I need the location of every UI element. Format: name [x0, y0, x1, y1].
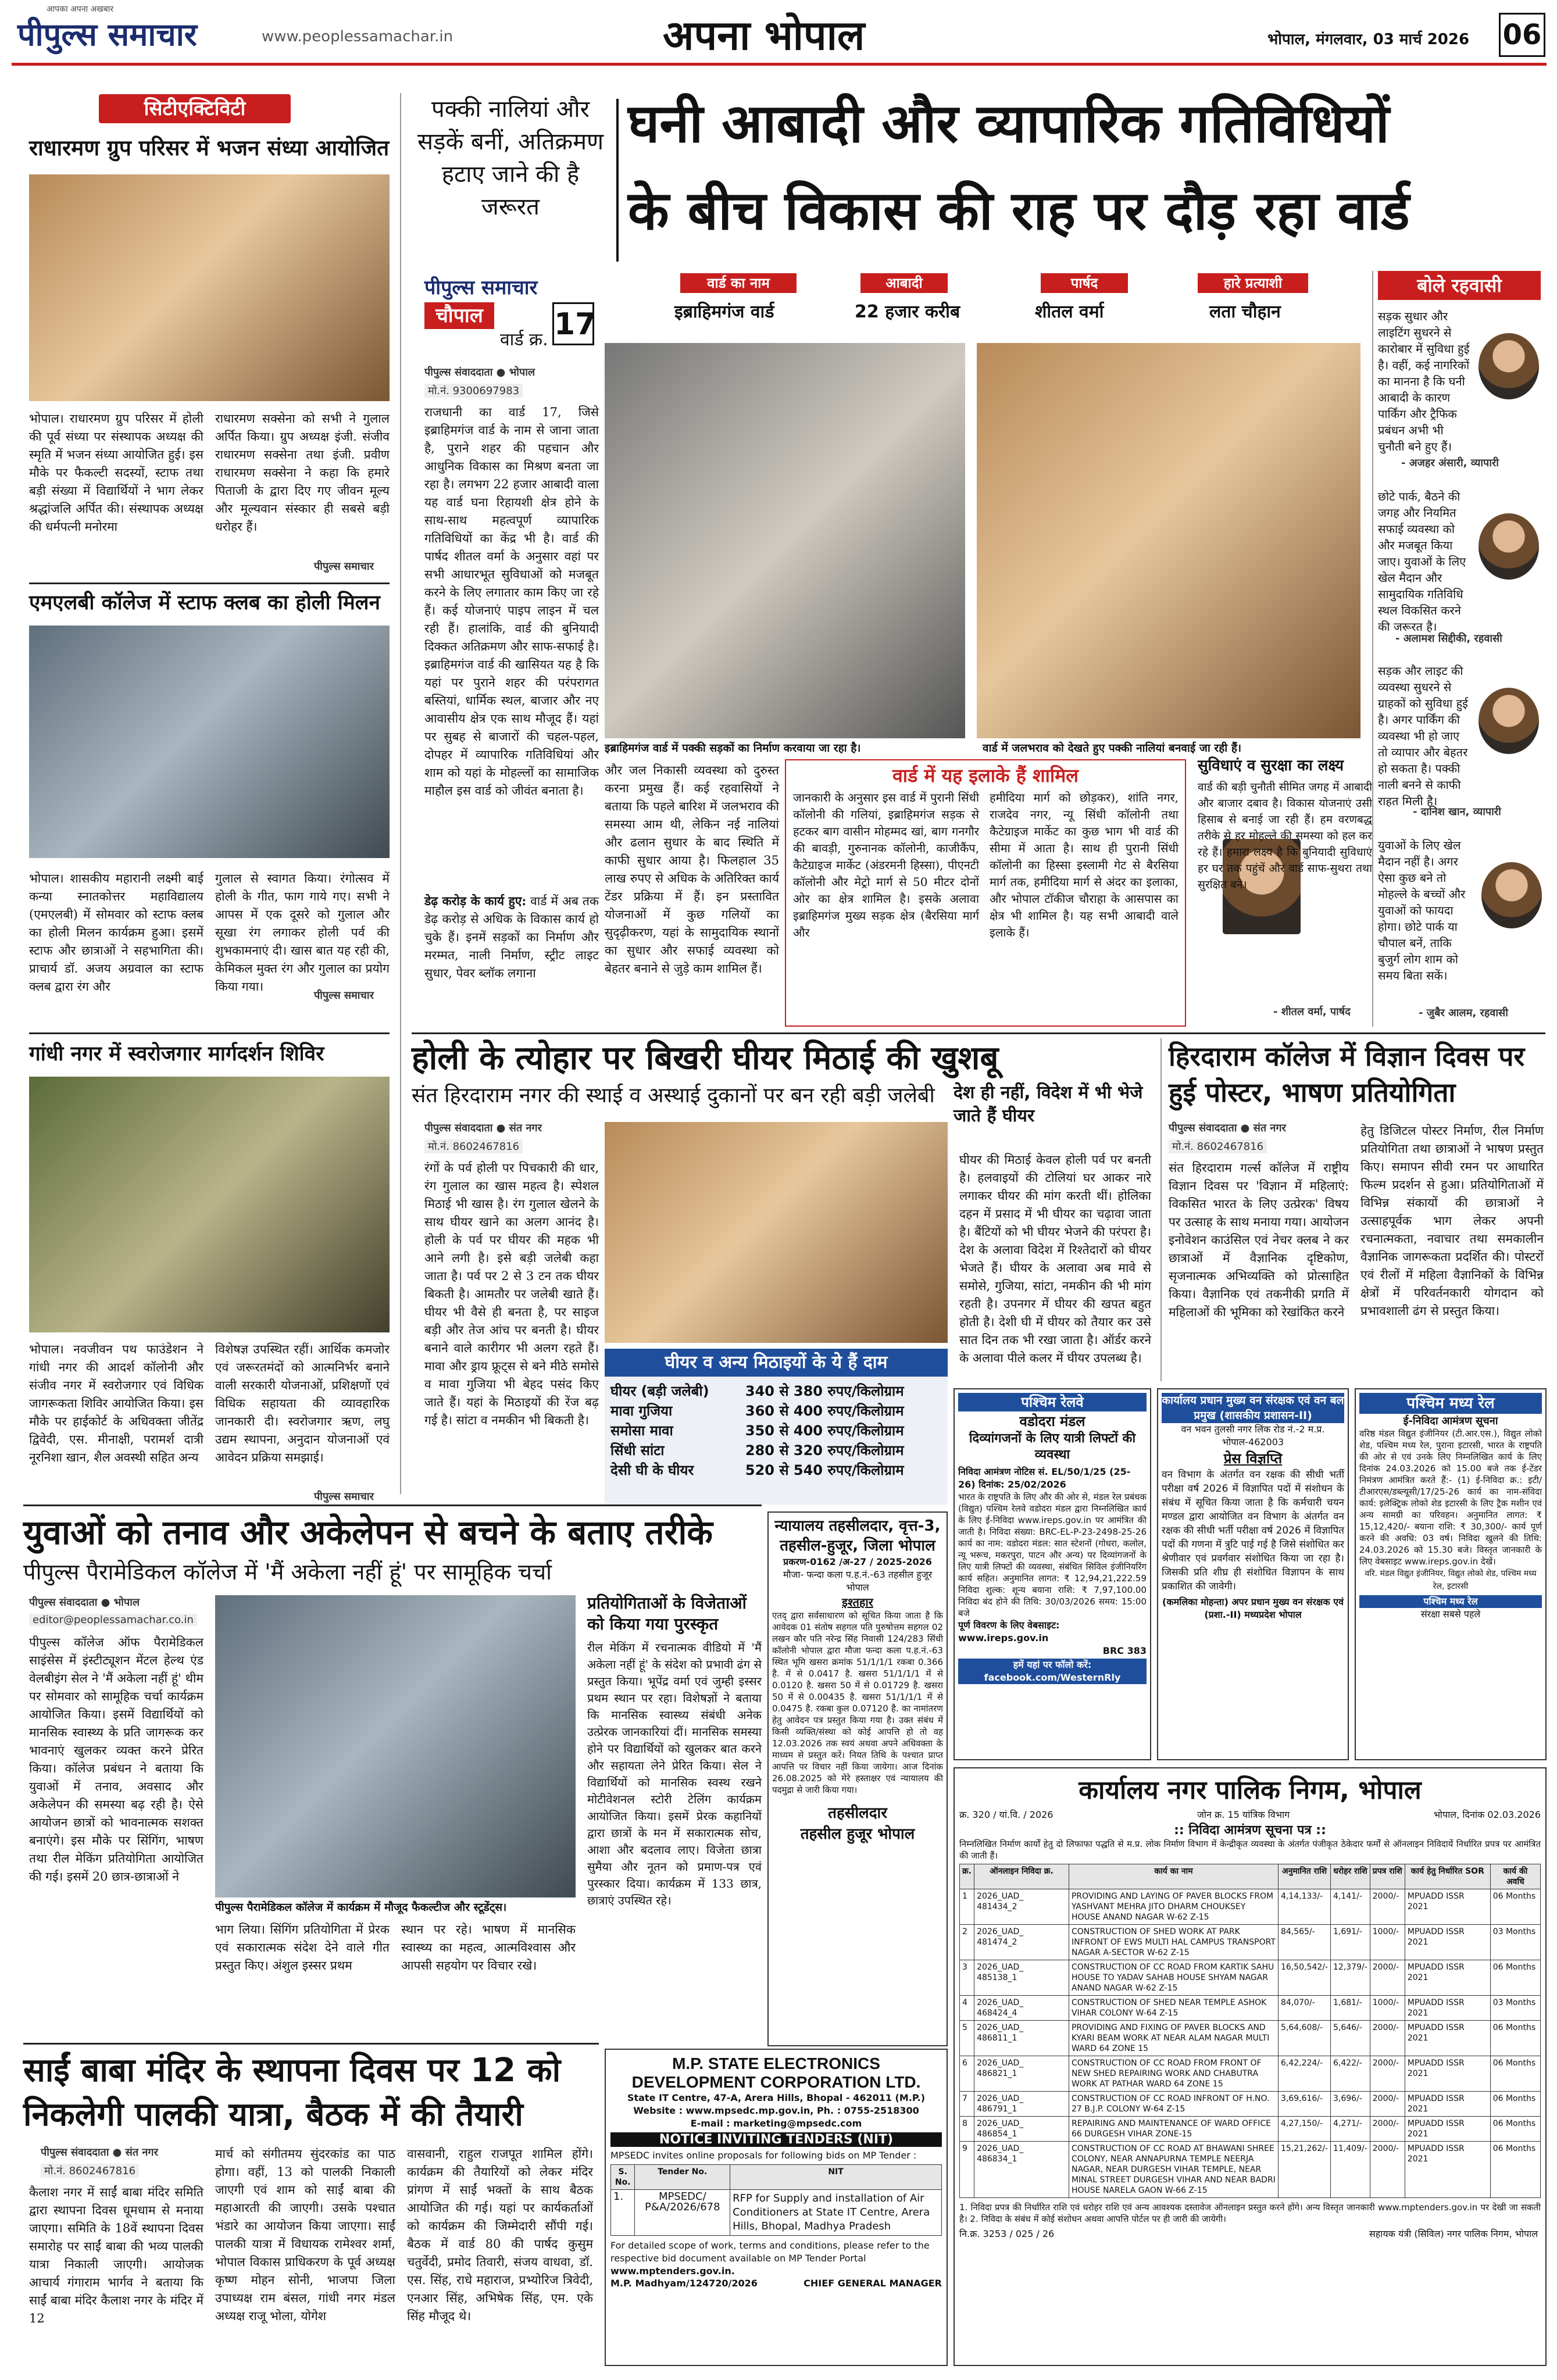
tender-cell: 16,50,542/- [1278, 1960, 1330, 1996]
tender-cell: 4,141/- [1331, 1889, 1370, 1925]
price-table [605, 1381, 948, 1480]
price-value: 280 से 320 रुपए/किलोग्राम [745, 1442, 904, 1459]
tender-cell: 11,409/- [1331, 2142, 1370, 2198]
wcm-body: वन विभाग के अंतर्गत वन रक्षक की सीधी भर्ती परीक्षा वर्ष 2026 में विज्ञापित पदों में संशोधन के संबंध में सूचित किया जाता है कि कर्मचारी चयन मण्डल द्वारा आयोजित वन विभाग के अंतर्गत वन रक्षक की सीधी भर्ती परीक्षा वर्ष 2026 में विज्ञापित पदों की गणना में त्रुटि पाई गई है जिसे संशोधित कर श्रेणीवार एवं प्रवर्गवार संशोधित किया जा रहा है। जिसकी प्रति शीघ्र ही संशोधित विज्ञापन के साथ प्रकाशित की जावेगी। [1162, 1469, 1344, 1592]
tender-cell: 2000/- [1370, 2092, 1405, 2117]
wcr-subtitle: ई-निविदा आमंत्रण सूचना [1403, 1415, 1498, 1427]
youth-subhead: पीपुल्स पैरामेडिकल कॉलेज में 'मैं अकेला नहीं हूं' पर सामूहिक चर्चा [23, 1559, 552, 1585]
wcm-heading: प्रेस विज्ञप्ति [1223, 1450, 1283, 1467]
tender-cell: 4,14,133/- [1278, 1889, 1330, 1925]
tender-row [960, 1960, 1541, 1996]
hirdaram-divider [1160, 1038, 1162, 1381]
price-title: घीयर व अन्य मिठाइयों के ये हैं दाम [605, 1349, 948, 1377]
tender-cell: 06 Months [1490, 2021, 1540, 2056]
tender-cell: 5 [960, 2021, 974, 2056]
masthead-logo: पीपुल्स समाचार [17, 16, 197, 53]
nagar-nigam-ref: क्र. 320 / यां.वि. / 2026 [959, 1809, 1054, 1820]
ward-photo1-caption: इब्राहिमगंज वार्ड में पक्की सड़कों का निर्माण करवाया जा रहा है। [605, 742, 861, 755]
ghewar-subhead: संत हिरदाराम नगर की स्थाई व अस्थाई दुकानों पर बन रही बड़ी जलेबी [412, 1084, 935, 1107]
ward-byline: पीपुल्स संवाददाता ● भोपाल [424, 366, 535, 378]
masthead-rule [12, 63, 1547, 66]
info-value-councillor: शीतल वर्मा [1035, 302, 1104, 322]
youth-byline: पीपुल्स संवाददाता ● भोपाल [29, 1596, 140, 1609]
rule-saibaba-top [23, 2043, 599, 2045]
tehsil-sign2: तहसील हुजूर भोपाल [800, 1825, 915, 1843]
tender-cell: 5,646/- [1331, 2021, 1370, 2056]
tehsil-case-sub: मौजा- फन्दा कला प.ह.नं.-63 तहसील हुजूर भोपाल [783, 1569, 933, 1593]
ghewar-side-head: देश ही नहीं, विदेश में भी भेजे जाते हैं घीयर [954, 1082, 1143, 1126]
tender-cell: 2000/- [1370, 2021, 1405, 2056]
ward-col2-heading: डेढ़ करोड़ के कार्य हुए: [424, 894, 527, 908]
tender-cell: 1000/- [1370, 1925, 1405, 1960]
saibaba-col1: कैलाश नगर में साईं बाबा मंदिर समिति द्वारा स्थापना दिवस धूमधाम से मनाया जाएगा। समिति के 18वें स्थापना दिवस समारोह पर साईं बाबा की भव्य पालकी यात्रा निकाली जाएगी। आयोजक आचार्य गंगाराम भार्गव ने बताया कि साईं बाबा मंदिर कैलाश नगर के मंदिर में 12 [29, 2185, 203, 2325]
hirdaram-col2: हेतु डिजिटल पोस्टर निर्माण, रील निर्माण प्रतियोगिता तथा छात्राओं ने भाषण प्रस्तुत किए। समापन सीवी रमन पर आधारित फिल्म प्रदर्शन से हुआ। प्रतियोगिताओं में विभिन्न संकायों की छात्राओं ने उत्साहपूर्वक भाग लेकर अपनी रचनात्मकता, नवाचार तथा समकालीन वैज्ञानिक जागरूकता प्रदर्शित की। पोस्टरों एवं रीलों में महिला वैज्ञानिकों के विभिन्न क्षेत्रों में परिवर्तनकारी योगदान को प्रभावशाली ढंग से प्रस्तुत किया। [1360, 1124, 1544, 1318]
tender-cell: MPUADD ISSR 2021 [1405, 2021, 1490, 2056]
tender-header: प्रपत्र राशि [1370, 1864, 1405, 1889]
railway-title3: दिव्यांगजनों के लिए यात्री लिफ्टों की व्यवस्था [969, 1431, 1136, 1462]
wcr-title: पश्चिम मध्य रेल [1359, 1393, 1542, 1414]
ghewar-byline: पीपुल्स संवाददाता ● संत नगर [424, 1122, 542, 1134]
nagar-nigam-code: नि.क्र. 3253 / 025 / 26 [959, 2228, 1055, 2239]
tender-row [960, 2142, 1541, 2198]
resident-3 [1378, 663, 1547, 826]
areas-left: जानकारी के अनुसार इस वार्ड में पुरानी सिंधी कॉलोनी की गलियां, इब्राहिमगंज सड़क से हटकर बाग वासीन मोहम्मद खां, बाग गनगौर की बावड़ी, गुरुनानक कॉलोनी, काजीकैंप, कैटेग्राइज मार्केट (अंडरमनी हिस्सा), पीएनटी कॉलोनी और मेट्रो मार्ग से 50 मीटर दोनों ओर का क्षेत्र शामिल है। इसके अलावा इब्राहिमगंज मुख्य सड़क क्षेत्र (बैरसिया मार्ग और [793, 791, 979, 939]
tender-cell: 12,379/- [1331, 1960, 1370, 1996]
youth-photo-caption: पीपुल्स पैरामेडिकल कॉलेज में कार्यक्रम में मौजूद फैकल्टीज और स्टूडेंट्स। [215, 1901, 507, 1914]
tender-cell: CONSTRUCTION OF CC ROAD INFRONT OF H.NO. 27 B.J.P. COLONY W-64 Z-15 [1069, 2092, 1278, 2117]
rule-story2 [29, 1032, 390, 1034]
tender-cell: 9 [960, 2142, 974, 2198]
ward-headline-1: घनी आबादी और व्यापारिक गतिविधियों [628, 92, 1390, 155]
tender-cell: 1,691/- [1331, 1925, 1370, 1960]
wcm-sign: (कमलिका मोहन्ता) अपर प्रधान मुख्य वन संरक्षक एवं (प्रशा.-II) मध्यप्रदेश भोपाल [1162, 1596, 1344, 1620]
wcm-title: कार्यालय प्रधान मुख्य वन संरक्षक एवं वन बल प्रमुख (शासकीय प्रशासन-II) [1162, 1394, 1344, 1422]
wcr-footer-sub: संरक्षा सबसे पहले [1420, 1609, 1481, 1620]
page-number: 06 [1499, 13, 1545, 57]
tender-cell: 2026_UAD_ 481434_2 [974, 1889, 1069, 1925]
tender-cell: REPAIRING AND MAINTENANCE OF WARD OFFICE 66 DURGESH VIHAR ZONE-15 [1069, 2117, 1278, 2142]
tender-cell: 4 [960, 1996, 974, 2021]
tender-cell: MPUADD ISSR 2021 [1405, 1925, 1490, 1960]
youth-side-text: रील मेकिंग में रचनात्मक वीडियो में 'मैं अकेला नहीं हूं' के संदेश को प्रभावी ढंग से प्रस्तुत किया। भूपेंद्र वर्मा एवं जुम्ही इस्सर प्रथम स्थान पर रहा। विशेषज्ञों ने बताया कि मानसिक स्वास्थ्य संबंधी अनेक उत्प्रेरक जानकारियां दीं। मानसिक समस्या होने पर विद्यार्थियों को खुलकर बात करने और सहायता लेने प्रेरित किया। सेल ने विद्यार्थियों को मानसिक स्वस्थ रखने मोटीवेशनल स्टोरी टेलिंग कार्यक्रम आयोजित किया। इसमें प्रेरक कहानियों द्वारा छात्रों के मन में सकारात्मक सोच, आशा और बदलाव लाए। विजेता छात्रा सुमैया और नूतन को प्रमाण-पत्र एवं पुरस्कार दिया। कार्यक्रम में 133 छात्र, छात्राएं उपस्थित रहे। [587, 1641, 762, 1907]
mpsedc-col-sno: S. No. [611, 2165, 635, 2190]
nagar-nigam-zone: जोन क्र. 15 यांत्रिक विभाग [1197, 1809, 1290, 1820]
tender-cell: 06 Months [1490, 2092, 1540, 2117]
city-activity-tag: सिटीएक्टिविटी [99, 94, 291, 123]
nagar-nigam-intro: निम्नलिखित निर्माण कार्यों हेतु दो लिफाफा पद्धति से म.प्र. लोक निर्माण विभाग में केन्द्रीकृत व्यवस्था के अंतर्गत पंजीकृत ठेकेदार फर्मों से ऑनलाइन निविदायें निर्धारित प्रपत्र पर आमंत्रित की जाती हैं। [959, 1839, 1541, 1861]
resident-1 [1378, 308, 1547, 471]
youth-email[interactable]: editor@peoplessamachar.co.in [29, 1614, 197, 1626]
ward-col3: और जल निकासी व्यवस्था को दुरुस्त करना प्रमुख हैं। कई रहवासियों ने बताया कि पहले बारिश में जलभराव की समस्या आम थी, लेकिन नई नालियां और ढलान सुधार के बाद स्थिति में काफी सुधार आया है। फिलहाल 35 लाख रुपए से अधिक के अतिरिक्त कार्य टेंडर प्रक्रिया में हैं। इन प्रस्तावित योजनाओं में कुछ गलियों का सुदृढ़ीकरण, यहां के सामुदायिक स्थानों का सुधार और सफाई व्यवस्था को बेहतर बनाने से जुड़े काम शामिल हैं। [605, 763, 779, 975]
price-row [605, 1441, 948, 1460]
story1-body-right: राधारमण सक्सेना को सभी ने गुलाल अर्पित किया। ग्रुप अध्यक्ष इंजी. संजीव राधारमण सक्सेना तथा इंजी. प्रवीण राधारमण सक्सेना ने कहा कि हमारे पिताजी के द्वारा दिए गए जीवन मूल्य और मूल्यवान संस्कार ही सबसे बड़ी धरोहर हैं। [215, 412, 390, 534]
tender-cell: 84,070/- [1278, 1996, 1330, 2021]
masthead-website[interactable]: www.peoplessamachar.in [262, 28, 453, 45]
tender-cell: 5,64,608/- [1278, 2021, 1330, 2056]
price-item: सिंधी सांटा [610, 1442, 665, 1459]
tender-cell: CONSTRUCTION OF SHED WORK AT PARK INFRONT OF EWS MULTI HAL CAMPUS TRANSPORT NAGAR A-SECTOR W-62 Z-15 [1069, 1925, 1278, 1960]
tender-cell: 3,696/- [1331, 2092, 1370, 2117]
security-box [1198, 756, 1372, 1023]
nagar-nigam-sign: सहायक यंत्री (सिविल) नगर पालिक निगम, भोपाल [1369, 2228, 1538, 2239]
railway-notice [954, 1388, 1151, 1760]
price-value: 520 से 540 रुपए/किलोग्राम [745, 1462, 904, 1478]
chaupal-box [424, 273, 599, 355]
story2-body-left: भोपाल। शासकीय महारानी लक्ष्मी बाई कन्या स्नातकोत्तर महाविद्यालय (एमएलबी) में सोमवार को स्टाफ क्लब का होली मिलन कार्यक्रम हुआ। इसमें स्टाफ और छात्राओं ने सहभागिता की। प्राचार्य डॉ. अजय अग्रवाल का स्टाफ क्लब द्वारा रंग और [29, 871, 203, 994]
resident-1-text: सड़क सुधार और लाइटिंग सुधरने से कारोबार में सुविधा हुई है। वहीं, कई नागरिकों का मानना है कि घनी आबादी के कारण पार्किंग और ट्रैफिक प्रबंधन अभी भी चुनौती बने हुए हैं। [1378, 309, 1470, 453]
mpsedc-col-tender: Tender No. [635, 2165, 730, 2190]
info-value-ward-name: इब्राहिमगंज वार्ड [674, 302, 774, 322]
tender-cell: MPUADD ISSR 2021 [1405, 1996, 1490, 2021]
tender-header: कार्य की अवधि [1490, 1864, 1540, 1889]
saibaba-headline: साईं बाबा मंदिर के स्थापना दिवस पर 12 को निकलेगी पालकी यात्रा, बैठक में की तैयारी [23, 2052, 561, 2134]
price-value: 340 से 380 रुपए/किलोग्राम [745, 1383, 904, 1399]
railway-title1: पश्चिम रेलवे [958, 1393, 1147, 1411]
tender-cell: 4,27,150/- [1278, 2117, 1330, 2142]
story2-photo [29, 626, 390, 858]
railway-site[interactable]: पूर्ण विवरण के लिए वेबसाइट: www.ireps.gov.in [958, 1620, 1060, 1643]
ward-info-strip [605, 273, 1360, 331]
tender-cell: 2000/- [1370, 2142, 1405, 2198]
railway-notice-no: निविदा आमंत्रण नोटिस सं. EL/50/1/25 (25-26) दिनांक: 25/02/2026 [958, 1466, 1131, 1490]
tender-cell: 4,271/- [1331, 2117, 1370, 2142]
tender-cell: 2 [960, 1925, 974, 1960]
tender-cell: 06 Months [1490, 2117, 1540, 2142]
price-item: मावा गुजिया [610, 1403, 673, 1419]
security-signature: - शीतल वर्मा, पार्षद [1273, 1006, 1351, 1018]
tender-cell: 2026_UAD_ 486821_1 [974, 2056, 1069, 2092]
tender-cell: 2026_UAD_ 486834_1 [974, 2142, 1069, 2198]
resident-2-photo [1477, 512, 1541, 581]
tender-cell: 06 Months [1490, 1960, 1540, 1996]
tender-cell: 2000/- [1370, 2056, 1405, 2092]
tender-cell: 15,21,262/- [1278, 2142, 1330, 2198]
price-row [605, 1460, 948, 1480]
ghewar-col3: घीयर की मिठाई केवल होली पर्व पर बनती है। हलवाइयों की टोलियां घर आकर नारे लगाकर घीयर की मांग करती थीं। होलिका दहन में प्रसाद में भी घीयर का चढ़ावा जाता है। बैंटियों को भी घीयर भेजने की परंपरा है। देश के अलावा विदेश में रिश्तेदारों को घीयर भेजते हैं। घीयर के अलावा अब मावे से समोसे, गुजिया, सांटा, नमकीन की भी मांग रहती है। उपनगर में घीयर की खपत बहुत होती है। देशी घी में घीयर को तैयार कर उसे सात दिन तक भी रखा जाता है। ऑर्डर करने के अलावा पीले कलर में घीयर उपलब्ध है। [959, 1153, 1151, 1365]
ghewar-col1: रंगों के पर्व होली पर पिचकारी की धार, रंग गुलाल का खास महत्व है। स्पेशल मिठाई भी खास है। रंग गुलाल खेलने के साथ घीयर खाने का अलग आनंद है। होली के पर्व पर घीयर की महक भी आने लगी है। इसे बड़ी जलेबी कहा जाता है। पर्व पर 2 से 3 टन तक घीयर बिकती है। आमतौर पर जलेबी खाते हैं। घीयर भी वैसे ही बनता है, पर साइज बड़ी और तेज आंच पर बनती है। घीयर बनाने वाले कारीगर भी अलग रहते हैं। मावा और ड्राय फ्रूट्स से बने मीठे समोसे व मावा गुजिया भी बेहद पसंद किए जाते हैं। यहां के मिठाइयों की रेंज बढ़ गई है। सांटा व नमकीन भी बिकती है। [424, 1161, 599, 1427]
section-title: अपना भोपाल [663, 12, 865, 59]
price-row [605, 1421, 948, 1441]
tender-header: ऑनलाइन निविदा क्र. [974, 1864, 1069, 1889]
nagar-nigam-nit-heading: :: निविदा आमंत्रण सूचना पत्र :: [1174, 1823, 1326, 1838]
resident-1-name: - अजहर अंसारी, व्यापारी [1401, 457, 1499, 469]
mpsedc-col-nit: NIT [730, 2165, 942, 2190]
tender-cell: CONSTRUCTION OF CC ROAD FROM FRONT OF NEW SHED REPAIRING WORK AND CHABUTRA WORK AT PATHAR WARD 64 ZONE 15 [1069, 2056, 1278, 2092]
tender-row [960, 2056, 1541, 2092]
tender-row [960, 2117, 1541, 2142]
price-box [605, 1349, 948, 1505]
nagar-nigam-title: कार्यालय नगर पालिक निगम, भोपाल [1079, 1775, 1422, 1805]
tender-cell: 1,681/- [1331, 1996, 1370, 2021]
mpsedc-email[interactable]: E-mail : marketing@mpsedc.com [690, 2118, 862, 2129]
tender-cell: 03 Months [1490, 1925, 1540, 1960]
price-value: 350 से 400 रुपए/किलोग्राम [745, 1423, 904, 1439]
ghewar-mobile: मो.नं. 8602467816 [424, 1139, 523, 1153]
youth-col3: स्थान पर रहे। भाषण में मानसिक स्वास्थ्य का महत्व, आत्मविश्वास और आपसी सहयोग पर विचार रखे। [401, 1922, 576, 1972]
tender-cell: 1000/- [1370, 1996, 1405, 2021]
tender-cell: PROVIDING AND FIXING OF PAVER BLOCKS AND KYARI BEAM WORK AT NEAR ALAM NAGAR MULTI WARD 64 ZONE 15 [1069, 2021, 1278, 2056]
rule-youth-top [23, 1505, 762, 1506]
chaupal-label: चौपाल [424, 302, 494, 329]
mpsedc-sign: CHIEF GENERAL MANAGER [804, 2278, 942, 2289]
youth-col1: पीपुल्स कॉलेज ऑफ पैरामेडिकल साइंसेस में इंस्टीट्यूशन मेंटल हेल्थ एंड वेलबीइंग सेल ने 'मैं अकेला नहीं हूं' थीम पर सोमवार को सामूहिक चर्चा कार्यक्रम आयोजित किया। इसमें विद्यार्थियों को मानसिक स्वास्थ्य के प्रति जागरूक कर भावनाएं खुलकर व्यक्त करने प्रेरित किया। कॉलेज प्रबंधन ने बताया कि युवाओं में तनाव, अवसाद और अकेलेपन की समस्या बढ़ रही है। ऐसे आयोजन छात्रों को भावनात्मक सशक्त बनाएंगे। इस मौके पर सिंगिंग, भाषण तथा रील मेकिंग प्रतियोगिता आयोजित की गई। इसमें 20 छात्र-छात्राओं ने [29, 1635, 203, 1884]
tender-cell: 2026_UAD_ 486811_1 [974, 2021, 1069, 2056]
wcr-footer: पश्चिम मध्य रेल [1359, 1595, 1542, 1608]
mpsedc-intro: MPSEDC invites online proposals for following bids on MP Tender : [610, 2150, 917, 2161]
story3-body-right: विशेषज्ञ उपस्थित रहीं। आर्थिक कमजोर एवं जरूरतमंदों को आत्मनिर्भर बनाने वाली सरकारी योजनाओं, प्रशिक्षणों एवं विधिक सहायता की व्यावहारिक जानकारी दी। स्वरोजगार ऋण, लघु उद्यम स्थापना, अनुदान योजनाओं एवं आवेदन प्रक्रिया समझाई। [215, 1342, 390, 1464]
info-label-runner-up: हारे प्रत्याशी [1198, 273, 1308, 293]
masthead-logo-tagline: आपका अपना अखबार [47, 5, 114, 14]
tender-cell: 6,422/- [1331, 2056, 1370, 2092]
tender-cell: 1 [960, 1889, 974, 1925]
tender-header: अनुमानित राशि [1278, 1864, 1330, 1889]
nagar-nigam-notice [954, 1767, 1547, 2366]
tehsil-body: एतद् द्वारा सर्वसाधारण को सूचित किया जाता है कि आवेदक 01 संतोष सहगल पति पुरुषोत्तम सहगल 02 लखन कौर पति नरेन्द्र सिंह निवासी 124/283 सिंधी कॉलोनी भोपाल द्वारा मौजा फन्दा कला प.ह.नं.-63 स्थित भूमि खसरा क्रमांक 51/1/1/1 रकबा 0.366 है. में से 0.0417 है. खसरा 51/1/1/1 में से 0.0120 है. खसरा 50 में से 0.01729 है. खसरा 50 में से 0.00435 है. खसरा 51/1/1/1 में से 0.0475 है. रकबा कुल 0.07120 है. का नामांतरण हेतु आवेदन पत्र प्रस्तुत किया गया है। उक्त संबंध में किसी व्यक्ति/संस्था को कोई आपत्ति हो तो वह 12.03.2026 तक स्वयं अथवा अपने अधिवक्ता के माध्यम से प्रस्तुत करें। नियत तिथि के पश्चात प्राप्त आपत्ति पर विचार नहीं किया जायेगा। आज दिनांक 26.08.2025 को मेरे हस्ताक्षर एवं न्यायालय की पदमुद्रा से जारी किया गया। [772, 1610, 943, 1795]
areas-title: वार्ड में यह इलाके हैं शामिल [892, 764, 1079, 787]
rule-ward-bottom [412, 1032, 1545, 1034]
tender-cell: 2026_UAD_ 486854_1 [974, 2117, 1069, 2142]
resident-2-name: - अलामश सिद्दीकी, रहवासी [1395, 632, 1502, 645]
tehsil-case-no: प्रकरण-0162 /अ-27 / 2025-2026 [783, 1556, 932, 1567]
nagar-nigam-refline [959, 1808, 1541, 1821]
wcr-notice [1355, 1388, 1547, 1760]
tehsil-sign1: तहसीलदार [828, 1804, 887, 1822]
tender-cell: MPUADD ISSR 2021 [1405, 1960, 1490, 1996]
resident-2 [1378, 488, 1547, 651]
price-item: देसी घी के घीयर [610, 1462, 694, 1478]
resident-4 [1378, 837, 1547, 1019]
railway-code: BRC 383 [1102, 1645, 1147, 1656]
story2-credit: पीपुल्स समाचार [314, 989, 374, 1002]
ward-photo-drains [977, 343, 1360, 738]
mpsedc-footer: For detailed scope of work, terms and conditions, please refer to the respective bid document available on MP Tender Portal [610, 2240, 930, 2264]
ward-number: 17 [552, 302, 594, 345]
price-item: घीयर (बड़ी जलेबी) [610, 1383, 709, 1399]
security-title: सुविधाएं व सुरक्षा का लक्ष्य [1198, 757, 1344, 774]
nagar-nigam-table [959, 1864, 1541, 2198]
story3-photo [29, 1077, 390, 1332]
mpsedc-ref: M.P. Madhyam/124720/2026 [610, 2278, 758, 2289]
tender-cell: 03 Months [1490, 1996, 1540, 2021]
tender-cell: 84,565/- [1278, 1925, 1330, 1960]
tender-row [960, 2092, 1541, 2117]
resident-4-name: - जुबैर आलम, रहवासी [1419, 1007, 1508, 1019]
railway-social[interactable]: हमें यहां पर फॉलो करें: facebook.com/WesternRly [958, 1659, 1147, 1684]
tender-row [960, 2021, 1541, 2056]
mpsedc-row-nit: RFP for Supply and installation of Air Conditioners at State IT Centre, Arera Hills, Bhopal, Madhya Pradesh [730, 2190, 942, 2236]
ward-kicker: पक्की नालियां और सड़कें बनीं, अतिक्रमण हटाए जाने की है जरूरत [417, 96, 603, 220]
story3-credit: पीपुल्स समाचार [314, 1491, 374, 1503]
nagar-nigam-footer: 1. निविदा प्रपत्र की निर्धारित राशि एवं धरोहर राशि एवं अन्य आवश्यक दस्तावेज ऑनलाइन प्रस्तुत करने होंगे। अन्य विस्तृत जानकारी www.mptenders.gov.in पर देखी जा सकती है। 2. निविदा के संबंध में कोई संशोधन अथवा आपत्ति पोर्टल पर ही जारी की जायेगी। [959, 2202, 1541, 2224]
ward-col2-text: वार्ड में अब तक डेढ़ करोड़ से अधिक के विकास कार्य हो चुके हैं। इनमें सड़कों का निर्माण और मरम्मत, नाली निर्माण, स्ट्रीट लाइट सुधार, पेवर ब्लॉक लगाना [424, 894, 599, 980]
nagar-nigam-date: भोपाल, दिनांक 02.03.2026 [1433, 1809, 1541, 1820]
ward-headline-2: के बीच विकास की राह पर दौड़ रहा वार्ड [628, 180, 1410, 242]
resident-3-name: - दानिश खान, व्यापारी [1413, 806, 1501, 818]
tender-header-row [960, 1864, 1541, 1889]
rule-story1 [29, 583, 390, 584]
mpsedc-address: State IT Centre, 47-A, Arera Hills, Bhopal - 462011 (M.P.) [627, 2092, 926, 2103]
railway-body: भारत के राष्ट्रपति के लिए और की ओर से, मंडल रेल प्रबंधक (विद्युत) पश्चिम रेलवे वडोदरा मंडल द्वारा निम्नलिखित कार्य के लिए ई-निविदा www.ireps.gov.in पर आमंत्रित की जाती है। निविदा संख्या: BRC-EL-P-23-2498-25-26 कार्य का नाम: वडोदरा मंडल: सात स्टेशनों (गोधरा, कलोल, न्यू भरूच, मकरपुरा, पाटन और अन्य) पर दिव्यांगजनों के लिए यात्री लिफ्टों की व्यवस्था, संबंधित सिविल इंजीनियरिंग कार्य सहित। अनुमानित लागत: ₹ 12,94,21,222.59 निविदा शुल्क: शून्य बयाना राशि: ₹ 7,97,100.00 निविदा बंद होने की तिथि: 30/03/2026 समय: 15:00 बजे [958, 1492, 1147, 1618]
saibaba-col3: वासवानी, राहुल राजपूत शामिल होंगे। कार्यक्रम की तैयारियों को लेकर मंदिर प्रांगण में साईं भक्तों के साथ बैठक आयोजित की गई। यहां पर कार्यकर्ताओं को कार्यक्रम की जिम्मेदारी सौंपी गई। बैठक में वार्ड 80 की पार्षद कुसुम चतुर्वेदी, प्रमोद तिवारी, संजय वाधवा, डॉ. एस. सिंह, राधे महाराज, प्रभ्योरिज त्रिवेदी, एनआर सिंह, अभिषेक सिंह, एम. एके सिंह मौजूद थे। [407, 2147, 593, 2323]
youth-photo [215, 1595, 576, 1897]
tender-cell: CONSTRUCTION OF CC ROAD FROM KARTIK SAHU HOUSE TO YADAV SAHAB HOUSE SHYAM NAGAR ANAND NAGAR W-62 Z-15 [1069, 1960, 1278, 1996]
tender-row [960, 1889, 1541, 1925]
tender-cell: 3,69,616/- [1278, 2092, 1330, 2117]
tender-cell: 06 Months [1490, 1889, 1540, 1925]
mpsedc-portal[interactable]: www.mptenders.gov.in. [610, 2265, 735, 2277]
resident-4-text: युवाओं के लिए खेल मैदान नहीं है। अगर ऐसा कुछ बने तो मोहल्ले के बच्चों और युवाओं को फायदा होगा। छोटे पार्क या चौपाल बनें, ताकि बुजुर्ग लोग शाम को समय बिता सकें। [1378, 838, 1466, 982]
tender-cell: MPUADD ISSR 2021 [1405, 2056, 1490, 2092]
tender-cell: 2000/- [1370, 1889, 1405, 1925]
tender-cell: 2026_UAD_ 485138_1 [974, 1960, 1069, 1996]
mpsedc-header-row [611, 2165, 942, 2190]
mpsedc-title1: M.P. STATE ELECTRONICS [672, 2054, 880, 2072]
story1-credit: पीपुल्स समाचार [314, 560, 374, 573]
tender-cell: 3 [960, 1960, 974, 1996]
tehsil-title: न्यायालय तहसीलदार, वृत्त-3, तहसील-हुजूर, जिला भोपाल [774, 1517, 941, 1554]
tender-cell: 06 Months [1490, 2142, 1540, 2198]
mpsedc-row [611, 2190, 942, 2236]
tender-cell: 6 [960, 2056, 974, 2092]
areas-right: हमीदिया मार्ग को छोड़कर), शांति नगर, राजदेव नगर, न्यू सिंधी कॉलोनी तथा कैटेग्राइज मार्केट का कुछ भाग भी वार्ड की सीमा में आता है। साथ ही पुरानी सिंधी कॉलोनी का हिस्सा इस्लामी गेट से बैरसिया मार्ग तक, हमीदिया मार्ग से अंदर का इलाका, और भोपाल टॉकीज चौराहा के आसपास का क्षेत्र भी शामिल है। यह सभी आबादी वाले इलाके हैं। [990, 791, 1179, 939]
tender-cell: 8 [960, 2117, 974, 2142]
tender-header: कार्य हेतु निर्धारित SOR [1405, 1864, 1490, 1889]
resident-4-photo [1480, 860, 1544, 930]
ghewar-photo [605, 1122, 948, 1343]
tender-cell: 06 Months [1490, 2056, 1540, 2092]
tender-row [960, 1996, 1541, 2021]
ward-mobile: मो.नं. 9300697983 [424, 384, 523, 398]
ward-col1: राजधानी का वार्ड 17, जिसे इब्राहिमगंज वार्ड के नाम से जाना जाता है, पुराने शहर की पहचान और आधुनिक विकास का मिश्रण बनता जा रहा है। लगभग 22 हजार आबादी वाला यह वार्ड घना रिहायशी क्षेत्र होने के साथ-साथ महत्वपूर्ण व्यापारिक गतिविधियों का केंद्र भी है। वार्ड की पार्षद शीतल वर्मा के अनुसार वहां पर सभी आधारभूत सुविधाओं को मजबूत करने के लिए लगातार काम किए जा रहे हैं। कई योजनाएं पाइप लाइन में चल रही हैं। हालांकि, वार्ड की बुनियादी दिक्कत अतिक्रमण और साफ-सफाई है। इब्राहिमगंज वार्ड की खासियत यह है कि यहां पर पुराने शहर की परंपरागत बस्तियां, धार्मिक स्थल, बाजार और नए आवासीय क्षेत्र एक साथ मौजूद हैं। यहां पर सुबह से बाजारों की चहल-पहल, दोपहर में व्यापारिक गतिविधियां और शाम को यहां के मोहल्लों का सामाजिक माहौल इस वार्ड को जीवंत बनाता है। [424, 405, 599, 798]
hirdaram-byline: पीपुल्स संवाददाता ● संत नगर [1169, 1122, 1286, 1134]
tender-header: क्र. [960, 1864, 974, 1889]
resident-2-text: छोटे पार्क, बैठने की जगह और नियमित सफाई व्यवस्था को और मजबूत किया जाए। युवाओं के लिए खेल मैदान और सामुदायिक गतिविधि स्थल विकसित करने की जरूरत है। [1378, 489, 1466, 634]
ward-label: वार्ड क्र. [500, 330, 548, 350]
tender-cell: 2026_UAD_ 468424_4 [974, 1996, 1069, 2021]
info-value-runner-up: लता चौहान [1209, 302, 1281, 322]
masthead [0, 0, 1557, 64]
resident-1-photo [1477, 331, 1541, 401]
tender-cell: CONSTRUCTION OF SHED NEAR TEMPLE ASHOK VIHAR COLONY W-64 Z-15 [1069, 1996, 1278, 2021]
hirdaram-col1: संत हिरदाराम गर्ल्स कॉलेज में राष्ट्रीय विज्ञान दिवस पर 'विज्ञान में महिलाएं: विकसित भारत के लिए उत्प्रेरक' विषय पर उत्साह के साथ मनाया गया। आयोजन इनोवेशन काउंसिल एवं नेचर क्लब ने कर छात्राओं में वैज्ञानिक दृष्टिकोण, सृजनात्मक अभिव्यक्ति को प्रोत्साहित किया। वैज्ञानिक एवं तकनीकी प्रगति में महिलाओं की भूमिका को रेखांकित करने [1169, 1161, 1349, 1319]
railway-title2: वडोदरा मंडल [1019, 1413, 1085, 1430]
tender-cell: MPUADD ISSR 2021 [1405, 2092, 1490, 2117]
price-row [605, 1401, 948, 1421]
info-value-population: 22 हजार करीब [855, 302, 960, 322]
wcm-address: वन भवन तुलसी नगर लिंक रोड नं.-2 म.प्र. भोपाल-462003 [1181, 1424, 1325, 1448]
hirdaram-mobile: मो.नं. 8602467816 [1169, 1139, 1267, 1153]
ward-col2 [424, 892, 599, 982]
youth-headline: युवाओं को तनाव और अकेलेपन से बचने के बताए तरीके [23, 1513, 713, 1552]
mpsedc-notice [605, 2049, 948, 2366]
dateline: भोपाल, मंगलवार, 03 मार्च 2026 [1267, 31, 1470, 48]
tender-cell: 2026_UAD_ 486791_1 [974, 2092, 1069, 2117]
security-text: वार्ड की बड़ी चुनौती सीमित जगह में आबादी और बाजार दबाव है। विकास योजनाएं उसी हिसाब से बनाई जा रही हैं। हम वरणबद्ध तरीके से हर मोहल्ले की समस्या को हल कर रहे हैं। हमारा लक्ष्य है कि बुनियादी सुविधाएं हर घर तक पहुंचें और वार्ड साफ-सुथरा तथा सुरक्षित बने। [1198, 781, 1372, 891]
story3-headline: गांधी नगर में स्वरोजगार मार्गदर्शन शिविर [29, 1042, 324, 1066]
tender-cell: 7 [960, 2092, 974, 2117]
story3-body-left: भोपाल। नवजीवन पथ फाउंडेशन ने गांधी नगर की आदर्श कॉलोनी और संजीव नगर में स्वरोजगार एवं विधिक जागरूकता शिविर आयोजित किया। इस मौके पर हाईकोर्ट के अधिवक्ता जीतेंद्र द्विवेदी, एस. मीनाक्षी, परामर्श दात्री नूरनिशा खान, शैल अवस्थी सहित अन्य [29, 1342, 203, 1464]
tender-cell: MPUADD ISSR 2021 [1405, 2142, 1490, 2198]
tehsil-notice [767, 1511, 948, 2046]
wcr-sign: वरि. मंडल विद्युत इंजीनियर, विद्युत लोको शेड, पश्चिम मध्य रेल, इटारसी [1365, 1569, 1537, 1591]
mpsedc-row-tender: MPSEDC/ P&A/2026/678 [635, 2190, 730, 2236]
mpsedc-website[interactable]: Website : www.mpsedc.mp.gov.in, Ph. : 0755-2518300 [633, 2105, 919, 2116]
mpsedc-table [610, 2164, 942, 2236]
tender-header: धरोहर राशि [1331, 1864, 1370, 1889]
tender-cell: MPUADD ISSR 2021 [1405, 2117, 1490, 2142]
resident-3-photo [1477, 686, 1541, 756]
story2-body-right: गुलाल से स्वागत किया। रंगोत्सव में होली के गीत, फाग गाये गए। सभी ने आपस में एक दूसरे को गुलाल और सूखा रंग लगाकर होली पर्व की शुभकामनाएं दी। खास बात यह रही की, केमिकल मुक्त रंग और गुलाल का प्रयोग किया गया। [215, 871, 390, 994]
tender-cell: MPUADD ISSR 2021 [1405, 1889, 1490, 1925]
mpsedc-signline [610, 2278, 942, 2289]
tender-cell: 2000/- [1370, 2117, 1405, 2142]
tender-header: कार्य का नाम [1069, 1864, 1278, 1889]
residents-title: बोले रहवासी [1378, 271, 1541, 300]
mpsedc-row-sno: 1. [611, 2190, 635, 2236]
info-label-ward-name: वार्ड का नाम [680, 273, 797, 293]
price-row [605, 1381, 948, 1401]
youth-side-head: प्रतियोगिताओं के विजेताओं को किया गया पुरस्कृत [587, 1593, 747, 1634]
ward-kicker-divider [616, 99, 619, 262]
tender-cell: 2026_UAD_ 481474_2 [974, 1925, 1069, 1960]
ward-photo-roads [605, 343, 965, 738]
price-item: समोसा मावा [610, 1423, 673, 1439]
chaupal-logo: पीपुल्स समाचार [424, 276, 538, 299]
ward-photo2-caption: वार्ड में जलभराव को देखते हुए पक्की नालियां बनवाई जा रही हैं। [983, 742, 1242, 755]
wcm-notice [1157, 1388, 1349, 1760]
saibaba-byline: पीपुल्स संवाददाता ● संत नगर [41, 2146, 158, 2159]
youth-col2: भाग लिया। सिंगिंग प्रतियोगिता में प्रेरक एवं सकारात्मक संदेश देने वाले गीत प्रस्तुत किए। अंशुल इस्सर प्रथम [215, 1922, 390, 1972]
hirdaram-headline: हिरदाराम कॉलेज में विज्ञान दिवस पर हुई पोस्टर, भाषण प्रतियोगिता [1169, 1041, 1525, 1108]
info-label-councillor: पार्षद [1041, 273, 1128, 293]
tender-cell: PROVIDING AND LAYING OF PAVER BLOCKS FROM YASHVANT MEHRA JITO DHARM CHOUKSEY HOUSE ANAND NAGAR W-62 Z-15 [1069, 1889, 1278, 1925]
areas-box [785, 759, 1186, 1027]
tender-cell: 6,42,224/- [1278, 2056, 1330, 2092]
saibaba-mobile: मो.नं. 8602467816 [41, 2164, 139, 2178]
ghewar-headline: होली के त्योहार पर बिखरी घीयर मिठाई की खुशबू [412, 1039, 999, 1077]
tender-row [960, 1925, 1541, 1960]
mpsedc-title2: DEVELOPMENT CORPORATION LTD. [631, 2073, 921, 2091]
story2-headline: एमएलबी कॉलेज में स्टाफ क्लब का होली मिलन [29, 591, 380, 614]
price-value: 360 से 400 रुपए/किलोग्राम [745, 1403, 904, 1419]
tender-cell: 2000/- [1370, 1960, 1405, 1996]
story1-body-left: भोपाल। राधारमण ग्रुप परिसर में होली की पूर्व संध्या पर संस्थापक अध्यक्ष की स्मृति में भजन संध्या आयोजित हुई। इस मौके पर फैकल्टी सदस्यों, स्टाफ तथा बड़ी संख्या में विद्यार्थियों ने भाग लेकर श्रद्धांजलि अर्पित की। संस्थापक अध्यक्ष की धर्मपत्नी मनोरमा [29, 412, 203, 534]
wcr-body: वरिष्ठ मंडल विद्युत इंजीनियर (टी.आर.एस.), विद्युत लोको शेड, पश्चिम मध्य रेल, पुराना इटारसी, भारत के राष्ट्रपति की ओर से एवं उनके लिए निम्नलिखित कार्य के लिए दिनांक 24.03.2026 को 15.00 बजे तक ई-टेंडर निमंत्रण आमंत्रित करते हैं:- (1) ई-निविदा क्र.: इटी/टीआरएस/डब्ल्यूसी/17/25-26 कार्य का नाम-संविदा कार्य: इलेक्ट्रिक लोको शेड इटारसी के लिए ट्रैक मशीन एवं अन्य सामग्री का परिवहन। अनुमानित लागत: ₹ 15,12,420/- बयाना राशि: ₹ 30,300/- कार्य पूर्ण करने की अवधि: 03 वर्ष। निविदा खुलने की तिथि: 24.03.2026 को 15.30 बजे। विस्तृत जानकारी के लिए वेबसाइट www.ireps.gov.in देखें। [1359, 1428, 1542, 1567]
story1-headline: राधारमण ग्रुप परिसर में भजन संध्या आयोजित [29, 135, 390, 160]
story1-photo [29, 174, 390, 401]
nagar-nigam-signline [959, 2227, 1541, 2240]
mpsedc-nit-title: NOTICE INVITING TENDERS (NIT) [610, 2132, 942, 2147]
resident-3-text: सड़क और लाइट की व्यवस्था सुधरने से ग्राहकों को सुविधा हुई है। अगर पार्किंग की व्यवस्था भी हो जाए तो व्यापार और बेहतर हो सकता है। पक्की नाली बनने से काफी राहत मिली है। [1378, 664, 1468, 808]
saibaba-col2: मार्च को संगीतमय सुंदरकांड का पाठ होगा। वहीं, 13 को पालकी निकाली जाएगी एवं शाम को साईं बाबा की महाआरती की जाएगी। उसके पश्चात भंडारे का आयोजन किया जाएगा। साईं पालकी यात्रा में विधायक रामेश्वर शर्मा, भोपाल विकास प्राधिकरण के पूर्व अध्यक्ष कृष्ण मोहन सोनी, भाजपा जिला उपाध्यक्ष राम बंसल, गांधी नगर मंडल अध्यक्ष राजू भोला, योगेश [215, 2147, 395, 2323]
column-divider-left [400, 93, 401, 1494]
tehsil-ishtahar: इश्तहार [842, 1595, 873, 1609]
info-label-population: आबादी [860, 273, 948, 293]
residents-divider [1372, 271, 1373, 1027]
tender-cell: CONSTRUCTION OF CC ROAD AT BHAWANI SHREE COLONY, NEAR ANNAPURNA TEMPLE NEERJA NAGAR, NEAR DURGESH VIHAR TEMPLE, NEAR MINAL STREET DURGESH VIHAR AND NEAR BADRI HOUSE NARELA GAON W-66 Z-15 [1069, 2142, 1278, 2198]
